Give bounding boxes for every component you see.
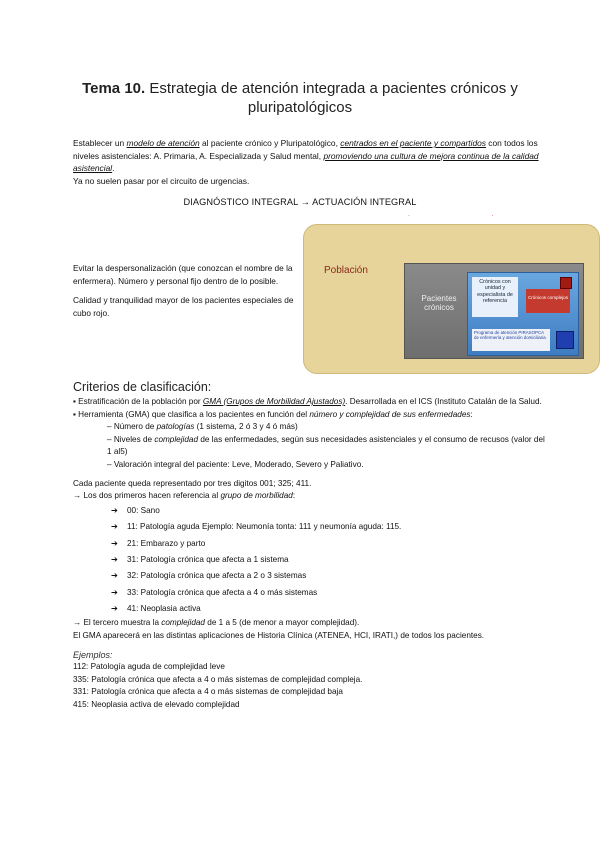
arrow-icon: ➔ [111,505,118,515]
arrow-icon: ➔ [111,587,118,597]
complex-cases-box [526,289,570,313]
arrow-icon: ➔ [111,571,118,581]
criteria-bullet-2 [73,409,551,422]
complex-cases-label: Crónicos complejos [527,295,569,300]
list-item [73,568,551,584]
list-item [73,601,551,617]
specialist-unit-box [467,272,579,356]
list-item [73,552,551,568]
specialist-unit-label: Crónicos con unidad y especialista de referencia [472,277,518,317]
arrow-icon: ➔ [111,604,118,614]
criteria-1a: ▪ Estratificación de la población por [73,397,203,406]
sub-1a: – Número de [107,422,157,432]
list-item-text: 11: Patología aguda Ejemplo: Neumonía tonta: 111 y neumonía aguda: 115. [127,522,402,532]
sub-item-3: – Valoración integral del paciente: Leve, Moderado, Severo y Paliativo. [107,459,364,469]
title-number: Tema 10. [82,80,146,97]
list-item-text: 21: Embarazo y parto [127,538,206,548]
example-item: 331: Patología crónica que afecta a 4 o más sistemas de complejidad baja [73,687,343,697]
list-item [73,585,551,601]
example-item: 112: Patología aguda de complejidad leve [73,662,225,672]
intro-paragraph [73,137,543,187]
arrow-icon: ➔ [111,538,118,548]
digits-3a: → El tercero muestra la [73,618,162,628]
list-item-text: 41: Neoplasia activa [127,604,201,614]
list-item [73,503,551,519]
morbidity-group-list [73,503,551,618]
sub-item-2 [73,434,551,459]
sub-1i: patologías [156,422,195,432]
digits-2i: grupo de morbilidad [220,491,293,501]
intro-line-2: Ya no suelen pasar por el circuito de urgencias. [73,175,250,186]
population-diagram [303,224,600,374]
criteria-2a: ▪ Herramienta (GMA) que clasifica a los pacientes en función del [73,409,310,419]
sub-1b: (1 sistema, 2 ó 3 y 4 ó más) [194,422,298,432]
criteria-bullet-1 [73,396,551,409]
intro-text-d: . [112,163,115,173]
gma-applications: El GMA aparecerá en las distintas aplicaciones de Historia Clínica (ATENEA, HCI, IRATI,) de todos los pacientes. [73,631,485,641]
list-item [73,536,551,552]
list-item-text: 33: Patología crónica que afecta a 4 o más sistemas [127,587,318,597]
list-item-text: 32: Patología crónica que afecta a 2 o 3 sistemas [127,571,307,581]
criteria-2b: : [470,409,473,419]
diagnostic-heading: DIAGNÓSTICO INTEGRAL → ACTUACIÓN INTEGRAL [183,197,417,207]
red-cube-icon [560,277,572,289]
digits-2a: → Los dos primeros hacen referencia al [73,491,221,501]
title-text: Estrategia de atención integrada a pacientes crónicos y pluripatológicos [149,80,518,116]
arrow-icon: ➔ [111,522,118,532]
digits-intro: Cada paciente queda representado por tres digitos 001; 325; 411. [73,478,312,488]
note-quality: Calidad y tranquilidad mayor de los pacientes especiales de cubo rojo. [73,295,294,318]
chronic-patients-label: Pacientes crónicos [421,294,457,312]
criteria-2i: número y complejidad de sus enfermedades [309,409,471,419]
gma-link-text: GMA (Grupos de Morbilidad Ajustados) [202,397,346,406]
digits-2b: : [292,491,296,501]
intro-text-b: al paciente crónico y Pluripatológico, [199,138,341,148]
criteria-1b: . Desarrollada en el ICS (Instituto Catalán de la Salud. [345,397,542,406]
list-item-text: 00: Sano [127,505,160,515]
sub-item-1 [73,421,551,434]
digits-3i: complejidad [161,618,205,628]
poblacion-label: Población [324,265,368,276]
page-title [60,79,540,117]
intro-underlined-2: centrados en el paciente y compartidos [340,138,486,148]
decorative-dots: · · [408,213,534,219]
sub-2i: complejidad [154,434,199,444]
sub-2b: de las enfermedades, según sus necesidades asistenciales y el consumo de recusos (valor del 1 al5) [107,434,545,457]
digits-third [73,617,551,630]
list-item-text: 31: Patología crónica que afecta a 1 sistema [127,554,289,564]
intro-text-c: con todos los niveles asistenciales: A. Primaria, A. Especializada y Salud mental, [73,138,538,161]
example-item: 335: Patología crónica que afecta a 4 o más sistemas de complejidad compleja. [73,674,363,684]
intro-underlined-3: promoviendo una cultura de mejora continua de la calidad asistencial [73,150,539,173]
examples-title: Ejemplos: [73,649,113,660]
arrow-icon: ➔ [111,554,118,564]
digits-3b: de 1 a 5 (de menor a mayor complejidad). [204,618,360,628]
digits-first-two [73,490,551,503]
example-item: 415: Neoplasia activa de elevado complejidad [73,700,240,710]
list-item [73,519,551,535]
intro-text-a: Establecer un [73,138,127,148]
note-depersonalization: Evitar la despersonalización (que conozcan el nombre de la enfermera). Número y personal fijo dentro de lo posible. [73,263,293,286]
chronic-patients-box [404,263,584,359]
sub-2a: – Niveles de [107,434,155,444]
left-notes [73,262,298,326]
program-box: Programa de atención PIRASOPCA de enfermería y atención domiciliaria [472,329,550,351]
intro-underlined-1: modelo de atención [126,138,200,148]
classification-body [73,396,551,712]
section-title: Criterios de clasificación: [73,380,212,394]
blue-cube-icon [556,331,574,349]
